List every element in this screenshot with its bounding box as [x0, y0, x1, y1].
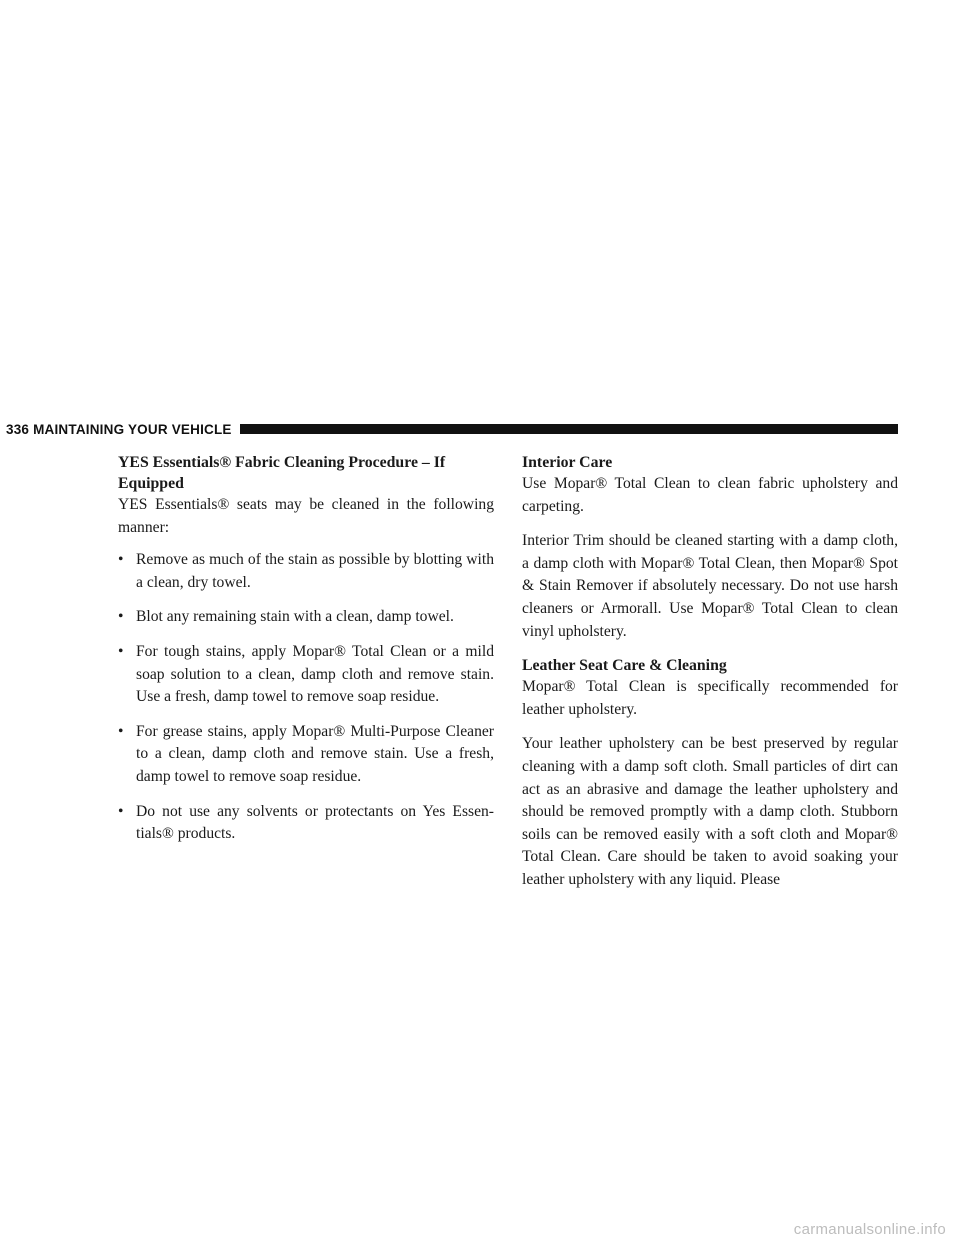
page-header [0, 420, 898, 438]
list-item: • Do not use any solvents or protectants on Yes Essen- tials® products. [118, 802, 494, 843]
page-number-section-title: 336 MAINTAINING YOUR VEHICLE [6, 421, 232, 437]
fabric-cleaning-steps [118, 549, 494, 846]
list-item: • For grease stains, apply Mopar® Multi-Purpose Cleaner to a clean, damp cloth and remove stain. Use a fresh, damp towel to remove soap residue. [118, 722, 494, 785]
bullet-icon: • [118, 802, 124, 820]
right-column [522, 452, 898, 904]
leather-care-paragraph-1: Mopar® Total Clean is specifically recommended for leather upholstery. [522, 678, 898, 718]
left-column [118, 452, 494, 858]
list-item: • Remove as much of the stain as possible by blotting with a clean, dry towel. [118, 551, 494, 591]
header-rule [240, 424, 898, 434]
bullet-icon: • [118, 722, 124, 740]
fabric-cleaning-intro: YES Essentials® seats may be cleaned in the following manner: [118, 496, 494, 536]
interior-care-heading: Interior Care [522, 454, 613, 471]
interior-care-paragraph-2: Interior Trim should be cleaned starting with a damp cloth, a damp cloth with Mopar® Total Clean, then Mopar® Spot & Stain Remover if absolutely necessary. Do not use harsh cleaners or Armorall. Use Mopar® Total Clean to clean vinyl upholstery. [522, 532, 898, 640]
bullet-icon: • [118, 642, 124, 660]
list-item: • Blot any remaining stain with a clean, damp towel. [118, 606, 494, 629]
leather-care-heading: Leather Seat Care & Cleaning [522, 657, 727, 675]
fabric-cleaning-heading-line2: Equipped [118, 475, 184, 492]
site-watermark: carmanualsonline.info [793, 1221, 946, 1238]
bullet-icon: • [118, 608, 124, 626]
bullet-icon: • [118, 551, 124, 569]
leather-care-paragraph-2: Your leather upholstery can be best preserved by regular cleaning with a damp soft cloth. Small particles of dirt can act as an abrasive and damage the leather upholstery and should be removed promptly with a damp cloth. Stubborn soils can be removed easily with a soft cloth and Mopar® Total Clean. Care should be taken to avoid soaking your leather upholstery with any liquid. Please [522, 735, 898, 888]
interior-care-paragraph-1: Use Mopar® Total Clean to clean fabric upholstery and carpeting. [522, 475, 898, 515]
fabric-cleaning-heading [118, 452, 494, 494]
fabric-cleaning-heading-line1: YES Essentials® Fabric Cleaning Procedure – If [118, 454, 446, 471]
list-item: • For tough stains, apply Mopar® Total Clean or a mild soap solution to a clean, damp cloth and remove stain. Use a fresh, damp towel to remove soap residue. [118, 642, 494, 706]
